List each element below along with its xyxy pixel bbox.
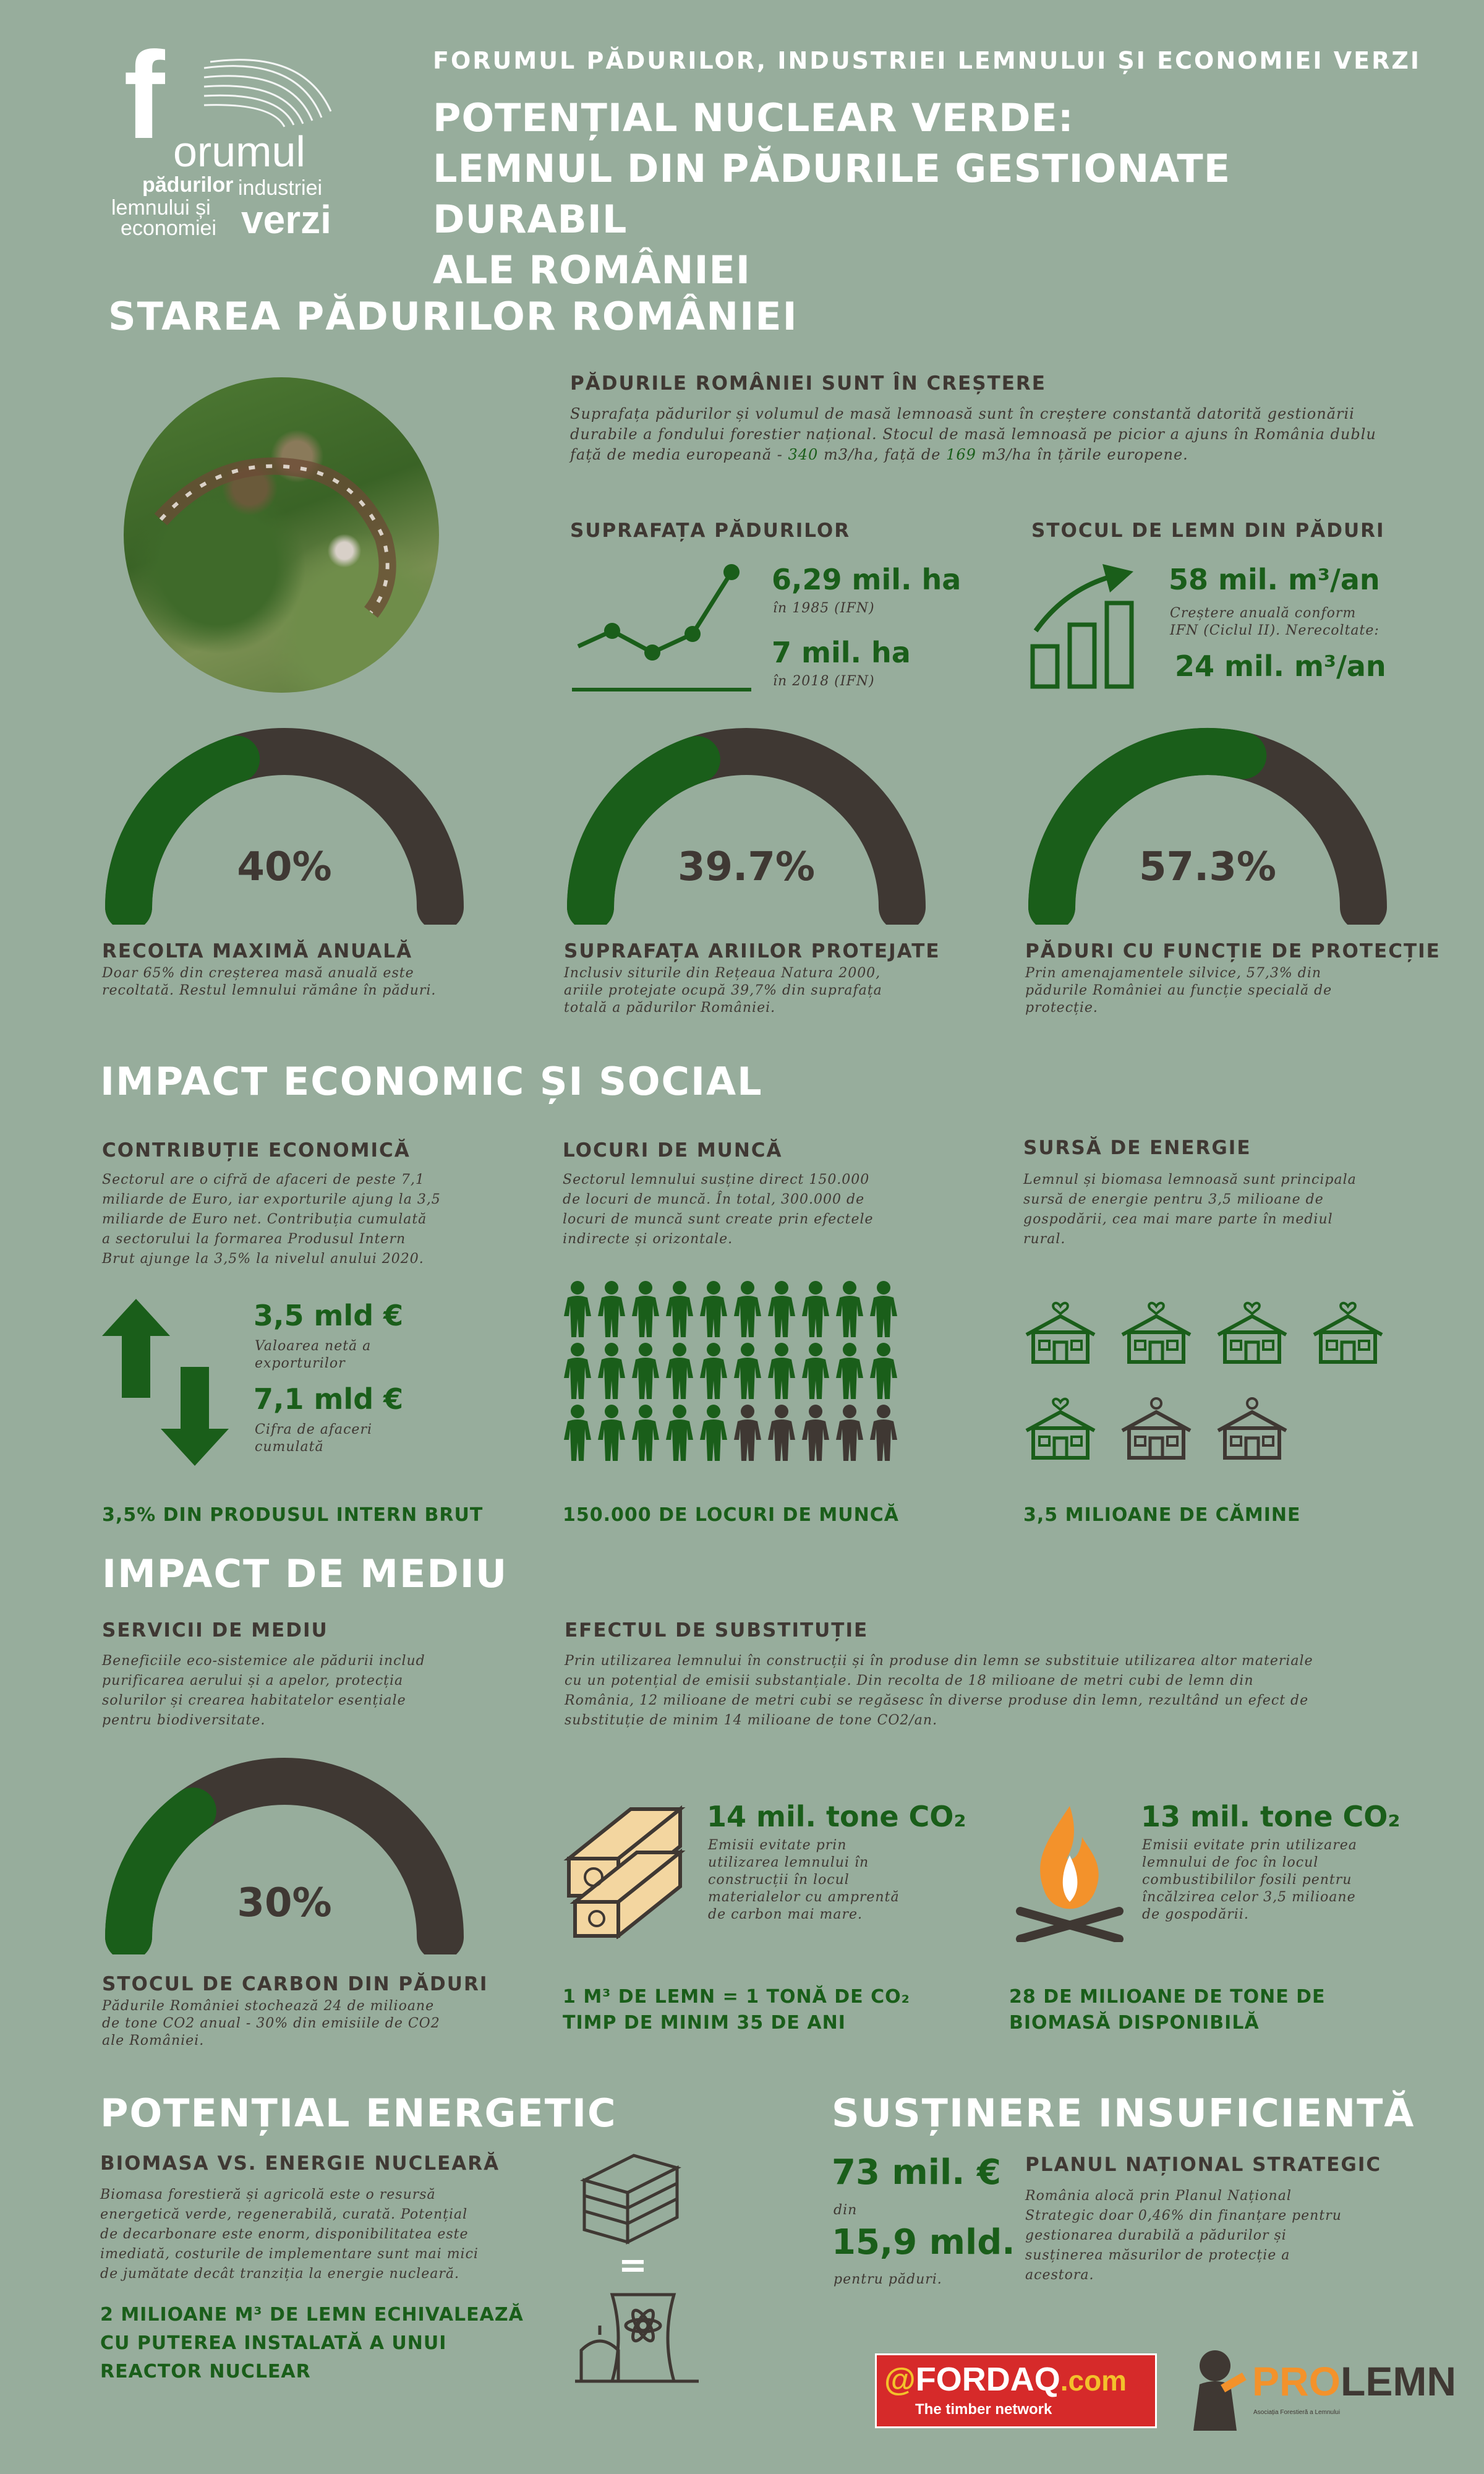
person-icon — [733, 1342, 762, 1399]
co2-construction-value: 14 mil. tone CO₂ — [707, 1800, 966, 1833]
area-1985-value: 6,29 mil. ha — [772, 563, 962, 596]
forum-logo — [111, 27, 346, 247]
jobs-text-line: de locuri de muncă. În total, 300.000 de — [563, 1192, 865, 1207]
gauge-carbon-percent: 30% — [237, 1880, 332, 1926]
export-note-line: exporturilor — [255, 1356, 346, 1371]
person-icon — [631, 1404, 660, 1461]
gauge-protected-areas — [564, 727, 929, 925]
biomass-footer — [1009, 1984, 1326, 2036]
carbon-text-line: ale României. — [102, 2033, 205, 2048]
co2-firewood-text-line: Emisii evitate prin utilizarea — [1142, 1838, 1357, 1853]
gauge-protected-areas-percent: 39.7% — [677, 844, 816, 890]
export-value: 3,5 mld € — [254, 1299, 404, 1332]
person-icon — [699, 1342, 728, 1399]
plan-text-line: acestora. — [1025, 2267, 1094, 2283]
person-icon — [665, 1342, 694, 1399]
protection-function-title: PĂDURI CU FUNCȚIE DE PROTECȚIE — [1025, 940, 1441, 962]
co2-firewood-text-line: încălzirea celor 3,5 milioane — [1142, 1890, 1356, 1905]
substitution-text-line: România, 12 milioane de metri cubi se regăsesc în diverse produse din lemn, rezultând un efect de — [565, 1693, 1309, 1708]
protected-areas-title: SUPRAFAȚA ARIILOR PROTEJATE — [564, 940, 940, 962]
co2-construction-footer-line: 1 M³ DE LEMN = 1 TONĂ DE CO₂ — [563, 1986, 910, 2008]
person-icon — [665, 1280, 694, 1337]
main-title-line-3: ALE ROMÂNIEI — [433, 247, 751, 293]
jobs-text-line: locuri de muncă sunt create prin efectele — [563, 1212, 874, 1227]
biomass-vs-nuclear-text-line: imediată, costurile de implementare sunt mai mici — [100, 2246, 479, 2262]
fordaq-com: .com — [1060, 2365, 1127, 2397]
co2-firewood-text — [1142, 1837, 1357, 1924]
person-icon — [869, 1280, 898, 1337]
gdp-footer: 3,5% DIN PRODUSUL INTERN BRUT — [102, 1504, 484, 1526]
prolemn-tagline: Asociația Forestieră a Lemnului — [1253, 2409, 1341, 2416]
nuclear-equivalence-line: CU PUTEREA INSTALATĂ A UNUI — [100, 2332, 447, 2354]
harvest-text-line: Doar 65% din creșterea masă anuală este — [102, 965, 414, 981]
section-title-potential: POTENȚIAL ENERGETIC — [100, 2091, 617, 2136]
fordaq-at: @ — [884, 2362, 916, 2398]
substitution-title: EFECTUL DE SUBSTITUȚIE — [565, 1619, 869, 1641]
biomass-footer-line: 28 DE MILIOANE DE TONE DE — [1009, 1986, 1326, 2008]
contrib-text-line: Sectorul are o cifră de afaceri de peste 7,1 — [102, 1172, 425, 1188]
equals-sign: = — [618, 2245, 647, 2285]
co2-firewood-text-line: de gospodării. — [1142, 1907, 1249, 1922]
co2-construction-text-line: Emisii evitate prin — [708, 1838, 847, 1853]
main-title-line-1: POTENȚIAL NUCLEAR VERDE: — [433, 95, 1074, 140]
wood-stack-icon — [578, 2149, 683, 2248]
growth-bars-icon — [1030, 563, 1141, 690]
logo-lemnului: lemnului și — [111, 196, 211, 220]
gauge-harvest-percent: 40% — [237, 844, 332, 890]
co2-construction-text-line: construcții în locul — [708, 1872, 850, 1888]
contrib-title: CONTRIBUȚIE ECONOMICĂ — [102, 1139, 411, 1162]
prolemn-lemn: LEMN — [1341, 2358, 1457, 2404]
lumber-icon — [563, 1797, 686, 1939]
prolemn-wordmark — [1252, 2358, 1456, 2405]
person-icon — [597, 1280, 626, 1337]
co2-construction-text-line: utilizarea lemnului în — [708, 1855, 869, 1870]
section-title-forests: STAREA PĂDURILOR ROMÂNIEI — [108, 294, 798, 339]
biomass-vs-nuclear-text-line: Biomasa forestieră și agricolă este o resursă — [100, 2187, 436, 2202]
person-icon — [665, 1404, 694, 1461]
area-2018-note: în 2018 (IFN) — [773, 674, 875, 689]
protected-areas-text — [564, 965, 882, 1017]
protected-areas-text-line: Inclusiv siturile din Rețeaua Natura 2000, — [564, 965, 881, 981]
protected-areas-text-line: ariile protejate ocupă 39,7% din suprafața — [564, 983, 882, 998]
co2-firewood-value: 13 mil. tone CO₂ — [1141, 1800, 1401, 1833]
logo-f: f — [124, 27, 165, 165]
person-icon — [733, 1280, 762, 1337]
growing-text-part: față de media europeană - — [570, 446, 788, 463]
substitution-text-line: Prin utilizarea lemnului în construcții și în produse din lemn se substituie utilizarea altor materiale — [565, 1653, 1313, 1669]
stock-growth-value: 58 mil. m³/an — [1169, 563, 1380, 596]
gauge-protection-function-percent: 57.3% — [1138, 844, 1277, 890]
main-title — [433, 93, 1422, 296]
person-icon — [597, 1404, 626, 1461]
carbon-text-line: Pădurile României stochează 24 de milioane — [102, 1998, 435, 2014]
biomass-vs-nuclear-text-line: energetică verde, regenerabilă, curată. Potențial — [100, 2207, 468, 2222]
export-note — [255, 1338, 371, 1372]
jobs-text — [563, 1170, 874, 1249]
energy-text-line: rural. — [1023, 1231, 1066, 1247]
support-value-allocated: 73 mil. € — [832, 2152, 1001, 2193]
person-icon — [631, 1342, 660, 1399]
person-icon — [835, 1280, 864, 1337]
jobs-title: LOCURI DE MUNCĂ — [563, 1139, 783, 1162]
energy-title: SURSĂ DE ENERGIE — [1023, 1137, 1252, 1159]
up-down-arrows-icon — [102, 1299, 232, 1466]
contrib-text-line: Brut ajunge la 3,5% la nivelul anului 2020. — [102, 1251, 424, 1267]
co2-construction-text — [708, 1837, 900, 1924]
growing-title: PĂDURILE ROMÂNIEI SUNT ÎN CREȘTERE — [570, 372, 1046, 395]
growing-text-line: durabile a fondului forestier național. Stocul de masă lemnoasă pe picior a ajuns în România dublu — [570, 426, 1376, 443]
energy-text-line: sursă de energie pentru 3,5 milioane de — [1023, 1192, 1324, 1207]
plan-text-line: gestionarea durabilă a pădurilor și — [1025, 2228, 1287, 2243]
home-icon — [1119, 1389, 1193, 1460]
growing-text-line: Suprafața pădurilor și volumul de masă lemnoasă sunt în creștere constantă datorită gestionării — [570, 405, 1355, 422]
co2-firewood-text-line: combustibililor fosili pentru — [1142, 1872, 1352, 1888]
support-value-total: 15,9 mld. — [832, 2222, 1015, 2262]
person-icon — [801, 1404, 830, 1461]
substitution-text-line: cu un potențial de emisii substanțiale. Din recolta de 18 milioane de metri cubi de lemn din — [565, 1673, 1254, 1689]
energy-text-line: gospodării, cea mai mare parte în mediul — [1023, 1212, 1333, 1227]
logo-industriei: industriei — [238, 176, 323, 200]
harvest-text — [102, 965, 436, 999]
person-icon — [699, 1280, 728, 1337]
energy-text — [1023, 1170, 1357, 1249]
prolemn-pro: PRO — [1252, 2358, 1341, 2404]
jobs-text-line: Sectorul lemnului susține direct 150.000 — [563, 1172, 870, 1188]
contrib-text-line: miliarde de Euro net. Contribuția cumulată — [102, 1212, 427, 1227]
harvest-text-line: recoltată. Restul lemnului rămâne în păduri. — [102, 983, 437, 998]
co2-construction-footer — [563, 1984, 910, 2036]
co2-construction-text-line: materialelor cu amprentă — [708, 1890, 900, 1905]
carbon-text-line: de tone CO2 anual - 30% din emisiile de CO2 — [102, 2016, 440, 2031]
person-icon — [699, 1404, 728, 1461]
biomass-vs-nuclear-text — [100, 2185, 479, 2284]
logo-verzi: verzi — [241, 197, 331, 242]
export-note-line: Valoarea netă a — [255, 1338, 372, 1354]
person-icon — [835, 1404, 864, 1461]
home-icon — [1023, 1389, 1098, 1460]
section-title-economic: IMPACT ECONOMIC ȘI SOCIAL — [100, 1059, 763, 1104]
plan-text — [1025, 2186, 1342, 2285]
area-title: SUPRAFAȚA PĂDURILOR — [570, 520, 851, 542]
services-title: SERVICII DE MEDIU — [102, 1619, 328, 1641]
forum-name: FORUMUL PĂDURILOR, INDUSTRIEI LEMNULUI ȘI ECONOMIEI VERZI — [433, 47, 1422, 74]
carbon-text — [102, 1998, 440, 2050]
turnover-note-line: cumulată — [255, 1439, 324, 1455]
protection-function-text-line: protecție. — [1025, 1000, 1098, 1016]
person-icon — [631, 1280, 660, 1337]
person-icon — [801, 1280, 830, 1337]
plan-title: PLANUL NAȚIONAL STRATEGIC — [1025, 2154, 1382, 2176]
services-text — [102, 1651, 425, 1731]
gauge-carbon — [102, 1757, 467, 1954]
satellite-map — [124, 377, 439, 693]
home-icon — [1119, 1293, 1193, 1364]
section-title-environment: IMPACT DE MEDIU — [102, 1551, 508, 1596]
stock-title: STOCUL DE LEMN DIN PĂDURI — [1031, 520, 1385, 542]
gauge-protection-function-arc — [1025, 727, 1390, 925]
line-chart-icon — [566, 560, 751, 696]
services-text-line: pentru biodiversitate. — [102, 1713, 266, 1728]
services-text-line: solurilor și crearea habitatelor esențiale — [102, 1693, 406, 1708]
home-icon — [1023, 1293, 1098, 1364]
biomass-footer-line: BIOMASĂ DISPONIBILĂ — [1009, 2012, 1260, 2034]
contrib-text-line: miliarde de Euro, iar exporturile ajung la 3,5 — [102, 1192, 441, 1207]
co2-construction-footer-line: TIMP DE MINIM 35 DE ANI — [563, 2012, 846, 2034]
turnover-note-line: Cifra de afaceri — [255, 1422, 373, 1437]
home-icon — [1215, 1293, 1289, 1364]
person-icon — [869, 1342, 898, 1399]
person-icon — [801, 1342, 830, 1399]
substitution-text — [565, 1651, 1313, 1731]
plan-text-line: Strategic doar 0,46% din finanțare pentru — [1025, 2208, 1342, 2224]
protected-areas-text-line: totală a pădurilor României. — [564, 1000, 776, 1016]
co2-construction-text-line: de carbon mai mare. — [708, 1907, 863, 1922]
logo-padurilor: pădurilor — [142, 173, 234, 197]
fordaq-tagline: The timber network — [915, 2401, 1052, 2418]
home-icon — [1215, 1389, 1289, 1460]
stock-unharvested-value: 24 mil. m³/an — [1175, 649, 1386, 683]
person-icon — [563, 1404, 592, 1461]
biomass-vs-nuclear-title: BIOMASA VS. ENERGIE NUCLEARĂ — [100, 2152, 500, 2175]
turnover-value: 7,1 mld € — [254, 1382, 404, 1416]
campfire-icon — [1008, 1800, 1132, 1942]
area-1985-note: în 1985 (IFN) — [773, 601, 875, 616]
contrib-text — [102, 1170, 441, 1269]
stock-note — [1170, 605, 1380, 640]
contrib-text-line: a sectorului la formarea Produsul Intern — [102, 1231, 406, 1247]
services-text-line: Beneficiile eco-sistemice ale pădurii includ — [102, 1653, 425, 1669]
fordaq-wordmark — [884, 2360, 1127, 2399]
substitution-text-line: substituție de minim 14 milioane de tone CO2/an. — [565, 1713, 938, 1728]
plan-text-line: România alocă prin Planul Național — [1025, 2188, 1292, 2204]
protection-function-text — [1025, 965, 1332, 1017]
jobs-footer: 150.000 DE LOCURI DE MUNCĂ — [563, 1504, 899, 1526]
person-icon — [597, 1342, 626, 1399]
nuclear-equivalence-line: REACTOR NUCLEAR — [100, 2361, 311, 2382]
mountains-icon — [124, 377, 439, 693]
growing-value-romania: 340 — [788, 446, 819, 463]
logo-economiei: economiei — [121, 216, 216, 240]
person-icon — [767, 1280, 796, 1337]
fordaq-logo[interactable] — [875, 2353, 1157, 2428]
prolemn-logo[interactable] — [1178, 2344, 1457, 2431]
stock-note-line: Creștere anuală conform — [1170, 606, 1357, 621]
nuclear-equivalence — [100, 2301, 524, 2386]
homes-footer: 3,5 MILIOANE DE CĂMINE — [1023, 1504, 1301, 1526]
growing-text-part: m3/ha, față de — [818, 446, 947, 463]
logo-orumul: orumul — [173, 127, 305, 176]
nuclear-plant-icon — [575, 2288, 699, 2387]
fordaq-name: FORDAQ — [915, 2361, 1060, 2398]
home-icon — [1311, 1293, 1385, 1364]
person-icon — [563, 1342, 592, 1399]
area-2018-value: 7 mil. ha — [772, 636, 911, 669]
carbon-title: STOCUL DE CARBON DIN PĂDURI — [102, 1973, 488, 1995]
nuclear-equivalence-line: 2 MILIOANE M³ DE LEMN ECHIVALEAZĂ — [100, 2304, 524, 2326]
jobs-text-line: indirecte și orizontale. — [563, 1231, 733, 1247]
growing-text — [570, 404, 1423, 465]
section-title-support: SUSȚINERE INSUFICIENTĂ — [832, 2091, 1415, 2136]
protection-function-text-line: Prin amenajamentele silvice, 57,3% din — [1025, 965, 1322, 981]
gauge-protection-function — [1025, 727, 1390, 925]
protection-function-text-line: pădurile României au funcție specială de — [1025, 983, 1333, 998]
gauge-protected-areas-arc — [564, 727, 929, 925]
biomass-vs-nuclear-text-line: de jumătate decât tranziția la energie nucleară. — [100, 2266, 459, 2282]
biomass-vs-nuclear-text-line: de decarbonare este enorm, disponibilitatea este — [100, 2227, 469, 2242]
stock-note-line: IFN (Ciclul II). Nerecoltate: — [1170, 623, 1380, 638]
growing-text-line — [570, 445, 1423, 465]
person-icon — [767, 1342, 796, 1399]
person-icon — [563, 1280, 592, 1337]
services-text-line: purificarea aerului și a apelor, protecția — [102, 1673, 404, 1689]
growing-text-part: m3/ha în țările europene. — [976, 446, 1188, 463]
gauge-harvest — [102, 727, 467, 925]
energy-text-line: Lemnul și biomasa lemnoasă sunt principala — [1023, 1172, 1357, 1188]
person-icon — [869, 1404, 898, 1461]
growing-value-europe: 169 — [946, 446, 976, 463]
plan-text-line: susținerea măsurilor de protecție a — [1025, 2248, 1290, 2263]
person-icon — [835, 1342, 864, 1399]
harvest-title: RECOLTA MAXIMĂ ANUALĂ — [102, 940, 413, 962]
person-icon — [767, 1404, 796, 1461]
co2-firewood-text-line: lemnului de foc în locul — [1142, 1855, 1319, 1870]
jobs-people-grid — [563, 1280, 909, 1466]
gauge-harvest-arc — [102, 727, 467, 925]
person-icon — [733, 1404, 762, 1461]
support-for-forests: pentru păduri. — [834, 2272, 942, 2287]
turnover-note — [255, 1421, 372, 1456]
main-title-line-2: LEMNUL DIN PĂDURILE GESTIONATE DURABIL — [433, 146, 1231, 242]
support-din: din — [834, 2202, 858, 2218]
prolemn-mascot-icon — [1178, 2344, 1252, 2431]
homes-grid — [1023, 1293, 1394, 1466]
